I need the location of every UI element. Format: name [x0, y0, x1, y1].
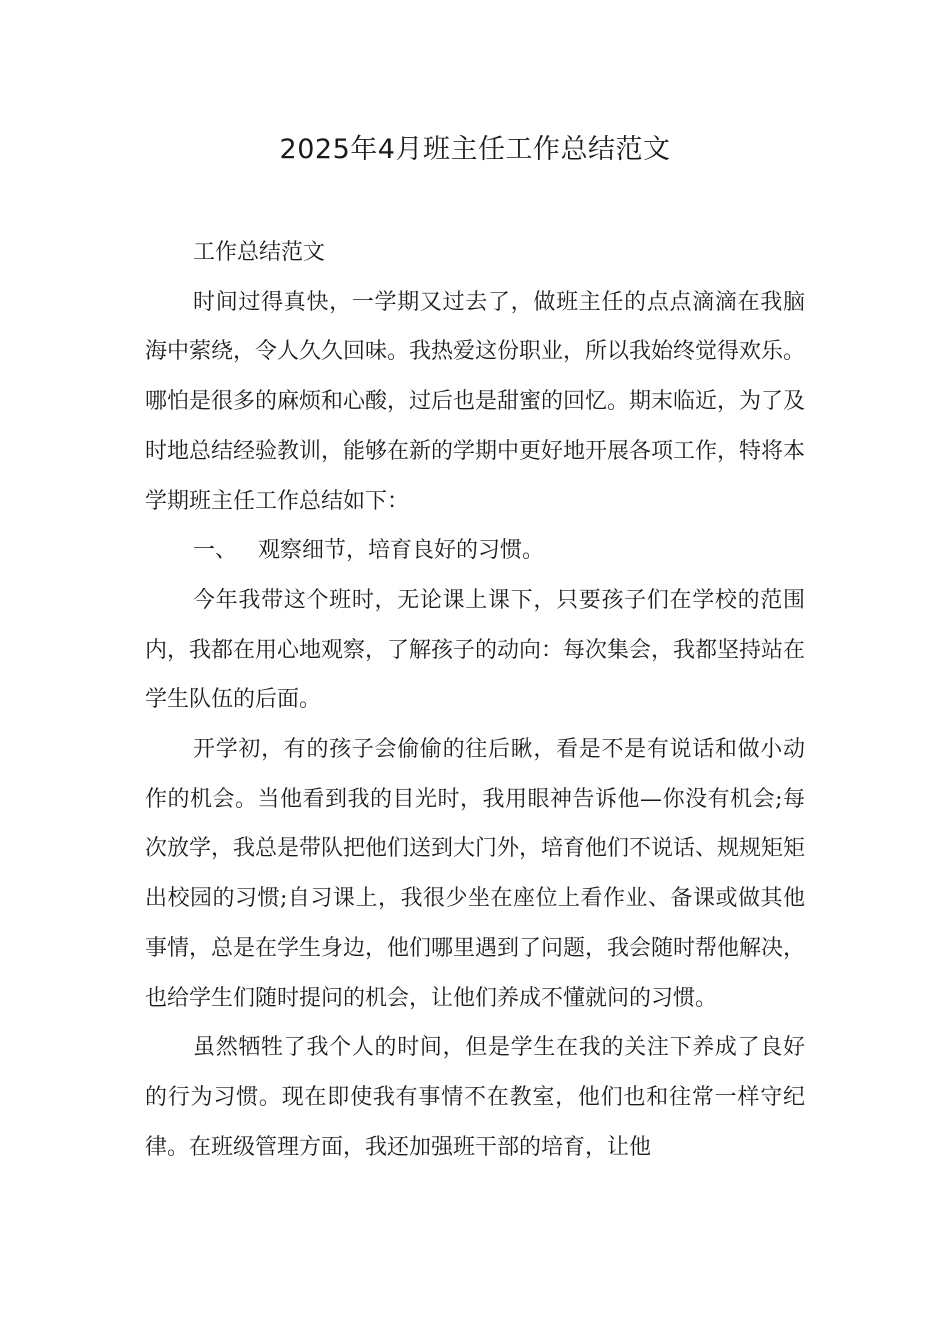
body-paragraph: 虽然牺牲了我个人的时间，但是学生在我的关注下养成了良好的行为习惯。现在即使我有事情不在教室，他们也和往常一样守纪律。在班级管理方面，我还加强班干部的培育，让他 — [145, 1035, 805, 1160]
body-paragraph: 今年我带这个班时，无论课上课下，只要孩子们在学校的范围内，我都在用心地观察，了解孩子的动向：每次集会，我都坚持站在学生队伍的后面。 — [145, 587, 806, 713]
section-heading — [145, 526, 805, 576]
document-body — [145, 228, 805, 1172]
document-title: 2025年4月班主任工作总结范文 — [279, 134, 671, 165]
intro-paragraph: 时间过得真快，一学期又过去了，做班主任的点点滴滴在我脑海中萦绕，令人久久回味。我热爱这份职业，所以我始终觉得欢乐。哪怕是很多的麻烦和心酸，过后也是甜蜜的回忆。期末临近，为了及时地总结经验教训，能够在新的学期中更好地开展各项工作，特将本学期班主任工作总结如下： — [145, 289, 806, 514]
body-paragraph: 开学初，有的孩子会偷偷的往后瞅，看是不是有说话和做小动作的机会。当他看到我的目光时，我用眼神告诉他—你没有机会;每次放学，我总是带队把他们送到大门外，培育他们不说话、规规矩矩出校园的习惯;自习课上，我很少坐在座位上看作业、备课或做其他事情，总是在学生身边，他们哪里遇到了问题，我会随时帮他解决，也给学生们随时提问的机会，让他们养成不懂就问的习惯。 — [145, 737, 806, 1011]
section-heading-text: 观察细节，培育良好的习惯。 — [258, 538, 545, 564]
document-subtitle: 工作总结范文 — [193, 240, 326, 265]
section-number: 一、 — [193, 538, 238, 564]
